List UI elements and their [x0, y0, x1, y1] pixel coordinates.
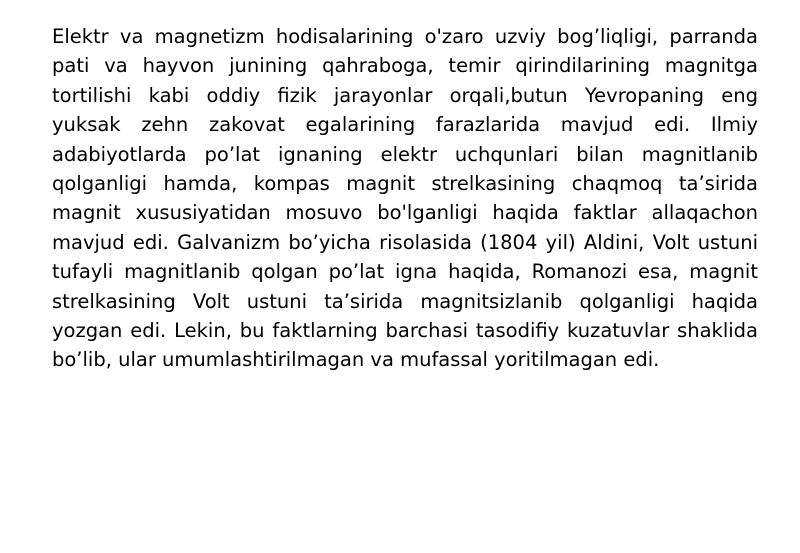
paragraph-line-7: magnit xususiyatidan mosuvo bo'lganligi haqida faktlar allaqachon [52, 201, 758, 225]
paragraph-line-2: pati va hayvon junining qahraboga, temir qirindilarining magnitga [52, 54, 758, 78]
paragraph-line-4: yuksak zehn zakovat egalarining farazlarida mavjud edi. Ilmiy [52, 113, 758, 137]
paragraph-line-9: tufayli magnitlanib qolgan po’lat igna haqida, Romanozi esa, magnit [52, 260, 758, 284]
paragraph-line-11: yozgan edi. Lekin, bu faktlarning barchasi tasodifiy kuzatuvlar shaklida [52, 318, 758, 342]
paragraph-line-10: strelkasining Volt ustuni ta’sirida magnitsizlanib qolganligi haqida [52, 289, 758, 313]
paragraph-line-8: mavjud edi. Galvanizm bo’yicha risolasida (1804 yil) Aldini, Volt ustuni [52, 230, 758, 254]
paragraph-line-3: tortilishi kabi oddiy fizik jarayonlar orqali,butun Yevropaning eng [52, 83, 758, 107]
paragraph-line-1: Elektr va magnetizm hodisalarining o'zaro uzviy bog’liqligi, parranda [52, 25, 758, 48]
paragraph-line-6: qolganligi hamda, kompas magnit strelkasining chaqmoq ta’sirida [52, 171, 758, 195]
paragraph-line-5: adabiyotlarda po’lat ignaning elektr uchqunlari bilan magnitlanib [52, 142, 758, 166]
body-paragraph [52, 22, 758, 375]
paragraph-line-12: bo’lib, ular umumlashtirilmagan va mufassal yoritilmagan edi. [52, 348, 660, 372]
